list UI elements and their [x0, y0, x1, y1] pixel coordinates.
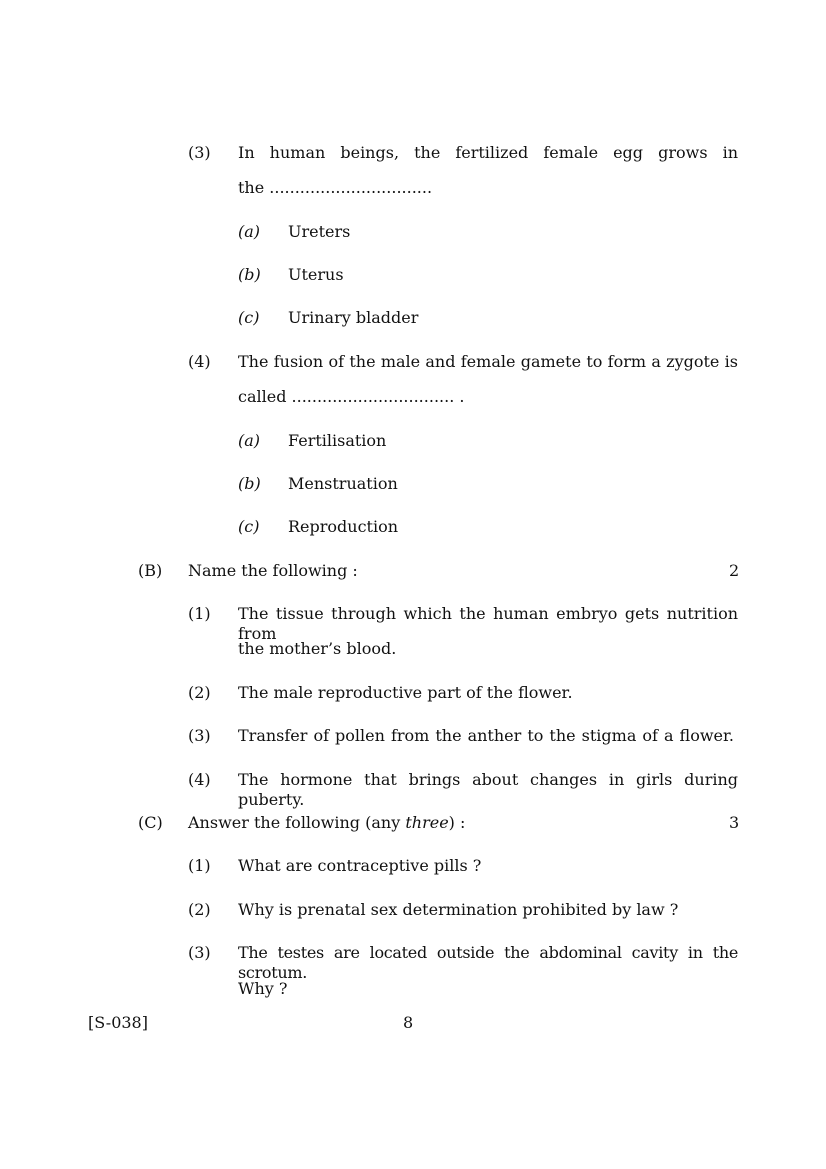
section-label: (C): [138, 813, 163, 832]
question-number: (4): [188, 352, 211, 371]
option-label: (c): [238, 308, 260, 327]
question-number: (3): [188, 943, 211, 962]
section-label: (B): [138, 561, 163, 580]
page-number: 8: [403, 1013, 414, 1032]
paper-code: [S-038]: [88, 1013, 148, 1032]
question-number: (1): [188, 856, 211, 875]
section-heading: [188, 813, 465, 833]
section-heading: Name the following :: [188, 561, 358, 580]
question-text: The fusion of the male and female gamete to form a zygote is: [238, 352, 738, 371]
question-text: The tissue through which the human embryo gets nutrition from: [238, 604, 738, 643]
question-number: (2): [188, 900, 211, 919]
question-number: (4): [188, 770, 211, 789]
option-text: Reproduction: [288, 517, 399, 536]
question-text: The hormone that brings about changes in girls during puberty.: [238, 770, 738, 809]
option-label: (a): [238, 431, 261, 450]
question-text: Transfer of pollen from the anther to the stigma of a flower.: [238, 726, 734, 745]
heading-emphasis: three: [405, 813, 449, 832]
question-text-continued: the mother’s blood.: [238, 639, 397, 658]
section-marks: 3: [729, 813, 740, 832]
question-number: (1): [188, 604, 211, 623]
question-number: (3): [188, 726, 211, 745]
question-text: What are contraceptive pills ?: [238, 856, 482, 875]
question-text-continued: called ................................ .: [238, 387, 465, 406]
option-label: (b): [238, 265, 261, 284]
option-label: (b): [238, 474, 261, 493]
option-text: Menstruation: [288, 474, 398, 493]
question-text-continued: Why ?: [238, 979, 288, 998]
question-text: Why is prenatal sex determination prohibited by law ?: [238, 900, 679, 919]
heading-text: Answer the following (any: [188, 813, 406, 832]
question-text: In human beings, the fertilized female egg grows in: [238, 143, 738, 162]
heading-text-end: ) :: [448, 813, 466, 832]
section-marks: 2: [729, 561, 740, 580]
question-text-continued: the ................................: [238, 178, 433, 197]
option-text: Urinary bladder: [288, 308, 419, 327]
option-text: Ureters: [288, 222, 351, 241]
option-label: (c): [238, 517, 260, 536]
option-text: Fertilisation: [288, 431, 387, 450]
question-text: The testes are located outside the abdominal cavity in the scrotum.: [238, 943, 738, 982]
option-label: (a): [238, 222, 261, 241]
question-number: (2): [188, 683, 211, 702]
question-text: The male reproductive part of the flower.: [238, 683, 573, 702]
option-text: Uterus: [288, 265, 344, 284]
question-number: (3): [188, 143, 211, 162]
